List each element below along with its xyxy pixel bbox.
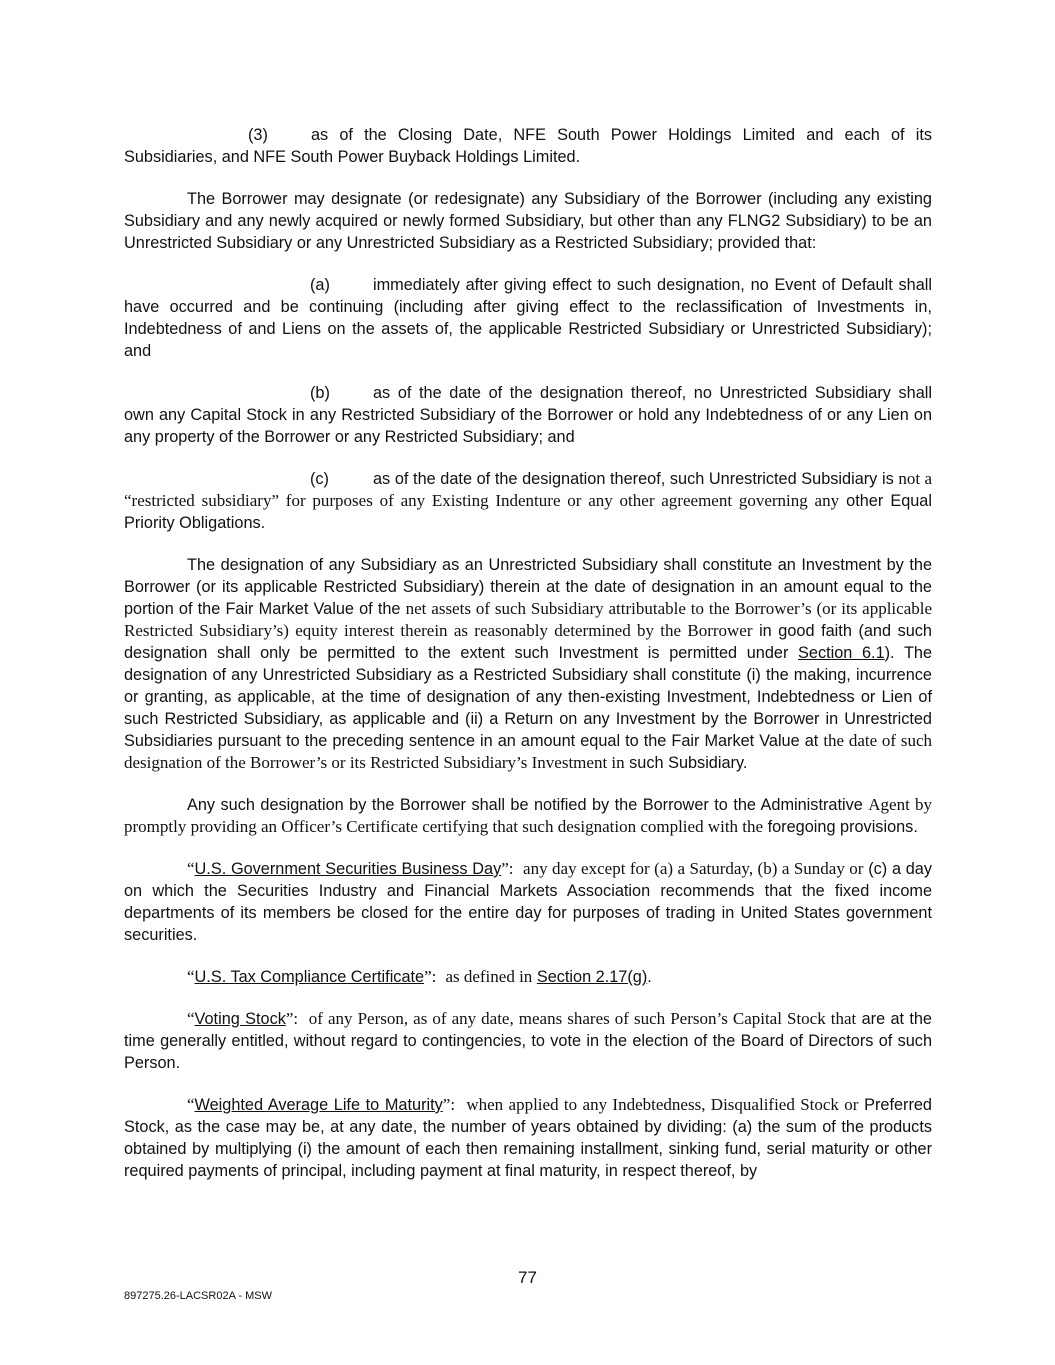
open-quote: “ xyxy=(187,967,195,986)
close-quote: ”: xyxy=(442,1095,456,1114)
defined-term: Weighted Average Life to Maturity xyxy=(194,1096,443,1114)
paragraph-notify xyxy=(124,794,932,838)
close-quote: ”: xyxy=(285,1009,299,1028)
definition-end: . xyxy=(647,968,652,986)
definition-text: (c) a day on which the Securities Industry and Financial Markets Association recommends that the fixed income departments of its members be closed for the entire day for purposes of trading in United States government securities. xyxy=(124,860,932,944)
clause-text-2: not a “restricted subsidiary” for purposes of any Existing Indenture or any other agreement governing any xyxy=(124,469,932,510)
page-body xyxy=(124,124,932,1200)
clause-number: (a) xyxy=(310,276,330,294)
close-quote: ”: xyxy=(501,859,514,878)
definition-lead: when applied to any Indebtedness, Disqualified Stock or xyxy=(466,1095,859,1114)
definition-text: are at the time generally entitled, without regard to contingencies, to vote in the election of the Board of Directors of such Person. xyxy=(124,1010,932,1072)
definition-lead: as defined in xyxy=(445,967,533,986)
clause-a xyxy=(124,274,932,362)
close-quote: ”: xyxy=(424,967,437,986)
document-id: 897275.26-LACSR02A - MSW xyxy=(124,1290,272,1302)
open-quote: “ xyxy=(187,1095,195,1114)
definition-us-gov-securities-business-day xyxy=(124,858,932,946)
section-6-1-link[interactable]: Section 6.1 xyxy=(798,644,885,662)
notify-text-1: Any such designation by the Borrower shall be notified by the Borrower to the Administrative xyxy=(187,796,869,814)
clause-b xyxy=(124,382,932,448)
investment-text-4: ). The designation of any Unrestricted Subsidiary as a Restricted Subsidiary shall constitute (i) the making, incurrence or granting, as applicable, at the time of designation of any then-existing Investment, Indebtedness or Lien of such Restricted Subsidiary, as applicable and (ii) a Return on any Investment by the Borrower in Unrestricted Subsidiaries pursuant to the preceding sentence in an amount equal to the Fair Market Value at xyxy=(124,644,933,750)
investment-text-2: net assets of such Subsidiary attributable to the Borrower’s (or its applicable Restricted Subsidiary’s) equity interest therein as reasonably determined by the Borrower xyxy=(124,599,933,640)
clause-text: as of the date of the designation thereof, no Unrestricted Subsidiary shall own any Capital Stock in any Restricted Subsidiary of the Borrower or hold any Indebtedness of or any Lien on any property of the Borrower or any Restricted Subsidiary; and xyxy=(124,384,932,446)
definition-lead: any day except for (a) a Saturday, (b) a Sunday or xyxy=(523,859,864,878)
notify-text-3: foregoing provisions. xyxy=(763,818,918,836)
paragraph-designation: The Borrower may designate (or redesignate) any Subsidiary of the Borrower (including any existing Subsidiary and any newly acquired or newly formed Subsidiary, but other than any FLNG2 Subsidiary) to be an Unrestricted Subsidiary or any Unrestricted Subsidiary as a Restricted Subsidiary; provided that: xyxy=(124,190,932,252)
clause-text: immediately after giving effect to such designation, no Event of Default shall have occurred and be continuing (including after giving effect to the reclassification of Investments in, Indebtedness of and Liens on the assets of, the applicable Restricted Subsidiary or Unrestricted Subsidiary); and xyxy=(124,276,932,360)
open-quote: “ xyxy=(187,859,195,878)
clause-text-3: other Equal Priority Obligations. xyxy=(124,492,932,532)
clause-number: (3) xyxy=(248,126,268,144)
clause-text-1: as of the date of the designation thereof, such Unrestricted Subsidiary is xyxy=(373,470,894,488)
clause-text: as of the Closing Date, NFE South Power Holdings Limited and each of its Subsidiaries, and NFE South Power Buyback Holdings Limited. xyxy=(124,126,932,166)
notify-text-2: Agent by promptly providing an Officer’s Certificate certifying that such designation complied with the xyxy=(124,795,932,836)
defined-term: Voting Stock xyxy=(194,1010,286,1028)
section-2-17g-link[interactable]: Section 2.17(g) xyxy=(536,968,648,986)
clause-number: (c) xyxy=(310,470,329,488)
definition-text: Preferred Stock, as the case may be, at any date, the number of years obtained by dividing: (a) the sum of the products obtained by multiplying (i) the amount of each then remaining installment, sinking fund, serial maturity or other required payments of principal, including payment at final maturity, in respect thereof, by xyxy=(124,1096,932,1180)
paragraph-investment xyxy=(124,554,932,774)
defined-term: U.S. Government Securities Business Day xyxy=(194,860,502,878)
investment-text-1: The designation of any Subsidiary as an Unrestricted Subsidiary shall constitute an Investment by the Borrower (or its applicable Restricted Subsidiary) therein at the date of designation in an amount equal to the portion of the Fair Market Value of the xyxy=(124,556,932,618)
page-number: 77 xyxy=(518,1268,537,1287)
clause-c xyxy=(124,468,932,534)
definition-us-tax-compliance-certificate xyxy=(124,966,932,988)
open-quote: “ xyxy=(187,1009,195,1028)
investment-text-5: the date of such designation of the Borrower’s or its Restricted Subsidiary’s Investment in xyxy=(124,731,932,772)
investment-text-3: in good faith (and such designation shall only be permitted to the extent such Investment is permitted under xyxy=(124,622,932,662)
defined-term: U.S. Tax Compliance Certificate xyxy=(194,968,425,986)
definition-voting-stock xyxy=(124,1008,932,1074)
clause-3 xyxy=(124,124,932,168)
definition-lead: of any Person, as of any date, means shares of such Person’s Capital Stock that xyxy=(308,1009,857,1028)
definition-weighted-average-life xyxy=(124,1094,932,1182)
clause-number: (b) xyxy=(310,384,330,402)
investment-text-6: such Subsidiary. xyxy=(624,754,748,772)
